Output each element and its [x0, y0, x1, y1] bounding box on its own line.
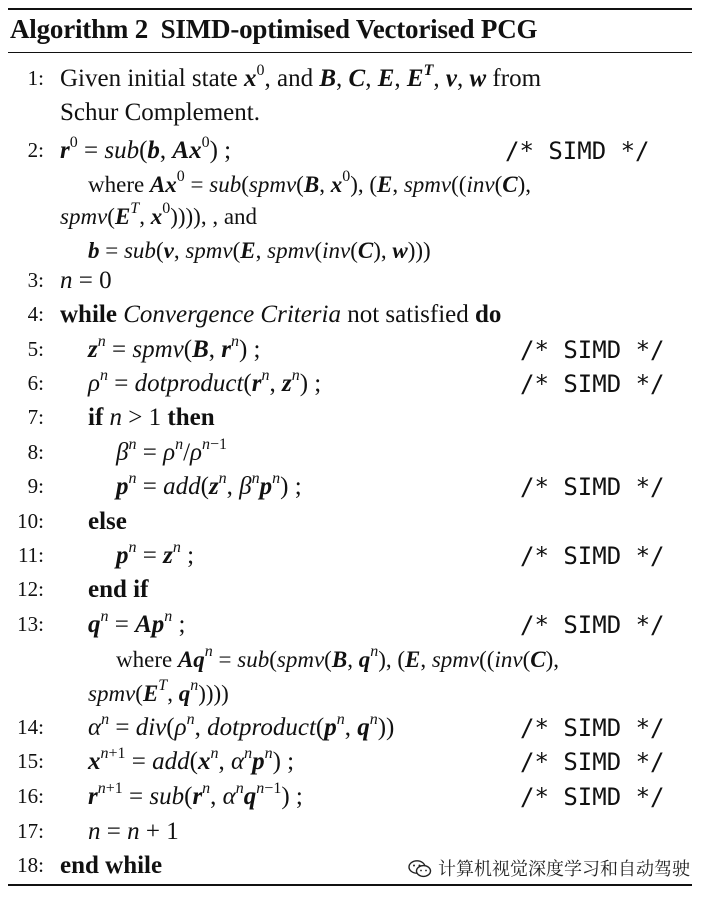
bottom-rule	[8, 884, 692, 886]
line-number: 8:	[27, 440, 44, 464]
line-number: 7:	[27, 405, 44, 429]
line-body: end while	[60, 852, 163, 879]
line-number: 10:	[17, 509, 44, 533]
algorithm-label: Algorithm 2	[10, 14, 149, 44]
algorithm-line-4	[0, 298, 700, 332]
line-13-where-2: $spmv(E^T$, $q^n$))))	[88, 677, 229, 706]
line-number: 6:	[27, 371, 44, 395]
line-body: while Convergence Criteria not satisfied do	[60, 301, 502, 328]
line-2-where-1: where $Ax^0$ = sub(spmv(B, $x^0$), (E, spmv((inv(C),	[88, 168, 532, 197]
line-body: end if	[88, 576, 149, 603]
algorithm-line-11	[0, 539, 700, 573]
line-number: 4:	[27, 302, 44, 326]
simd-comment: /* SIMD */	[520, 542, 665, 570]
line-body: Given initial state $x^0$, and B, C, E, $E^T$, v, w from	[60, 61, 542, 92]
algorithm-line-7	[0, 401, 700, 435]
line-2-where-2: $spmv(E^T$, $x^0$)))), , and	[60, 200, 258, 229]
algorithm-line-10	[0, 505, 700, 539]
line-body: $x^{n+1} = add(x^n$, $\alpha^np^n$) ;	[88, 744, 295, 775]
line-number: 16:	[17, 784, 44, 808]
simd-comment: /* SIMD */	[520, 748, 665, 776]
line-body: $p^n = add(z^n$, $\beta^np^n$) ;	[116, 469, 302, 500]
simd-comment: /* SIMD */	[520, 714, 665, 742]
simd-comment: /* SIMD */	[505, 137, 650, 165]
simd-comment: /* SIMD */	[520, 473, 665, 501]
line-body: $\beta^n = \rho^n/\rho^{n-1}$	[116, 435, 228, 466]
simd-comment: /* SIMD */	[520, 370, 665, 398]
line-body: $\alpha^n = div(\rho^n$, $dotproduct(p^n$, $q^n$))	[88, 710, 395, 741]
algorithm-line-12	[0, 573, 700, 607]
algorithm-line-9	[0, 470, 700, 504]
simd-comment: /* SIMD */	[520, 611, 665, 639]
line-body: else	[88, 508, 127, 535]
line-13-where-1: where $Aq^n$ = sub(spmv(B, $q^n$), (E, spmv((inv(C),	[116, 643, 560, 672]
line-body: if n > 1 then	[88, 404, 215, 431]
line-body: $\rho^n$ = $dotproduct(r^n$, $z^n$) ;	[88, 366, 322, 397]
algorithm-caption	[10, 14, 537, 45]
top-rule	[8, 8, 692, 10]
wechat-icon	[408, 860, 432, 878]
line-number: 5:	[27, 337, 44, 361]
watermark-text: 计算机视觉深度学习和自动驾驶	[438, 859, 690, 880]
algorithm-line-1	[0, 62, 700, 96]
line-number: 1:	[27, 66, 44, 90]
algorithm-line-6	[0, 367, 700, 401]
algorithm-line-13	[0, 608, 700, 642]
algorithm-line-17	[0, 815, 700, 849]
line-body: $r^{n+1} = sub(r^n$, $\alpha^nq^{n-1}$) ;	[88, 779, 303, 810]
watermark	[408, 855, 690, 881]
line-body: n = 0	[60, 267, 112, 294]
line-body: n = n + 1	[88, 818, 179, 845]
line-number: 2:	[27, 138, 44, 162]
line-number: 18:	[17, 853, 44, 877]
algorithm-line-3	[0, 264, 700, 298]
line-2-where-3: b = sub(v, spmv(E, spmv(inv(C), w)))	[88, 238, 431, 263]
algorithm-line-15	[0, 745, 700, 779]
line-body: $p^n = z^n$ ;	[116, 538, 195, 569]
line-number: 13:	[17, 612, 44, 636]
algorithm-line-5	[0, 333, 700, 367]
algorithm-line-8	[0, 436, 700, 470]
simd-comment: /* SIMD */	[520, 783, 665, 811]
simd-comment: /* SIMD */	[520, 336, 665, 364]
line-number: 15:	[17, 749, 44, 773]
line-body: $q^n = Ap^n$ ;	[88, 607, 186, 638]
algorithm-title: SIMD-optimised Vectorised PCG	[160, 14, 538, 44]
algorithm-line-2	[0, 134, 700, 168]
line-1-continuation: Schur Complement.	[60, 99, 260, 126]
line-body: $z^n$ = spmv(B, $r^n$) ;	[88, 332, 261, 363]
line-number: 9:	[27, 474, 44, 498]
line-body: $r^0 = sub(b$, Ax$^0$) ;	[60, 133, 232, 164]
caption-rule	[8, 52, 692, 53]
algorithm-line-14	[0, 711, 700, 745]
line-number: 11:	[17, 543, 44, 567]
algorithm-line-16	[0, 780, 700, 814]
line-number: 3:	[27, 268, 44, 292]
line-number: 12:	[17, 577, 44, 601]
line-number: 14:	[17, 715, 44, 739]
line-number: 17:	[17, 819, 44, 843]
